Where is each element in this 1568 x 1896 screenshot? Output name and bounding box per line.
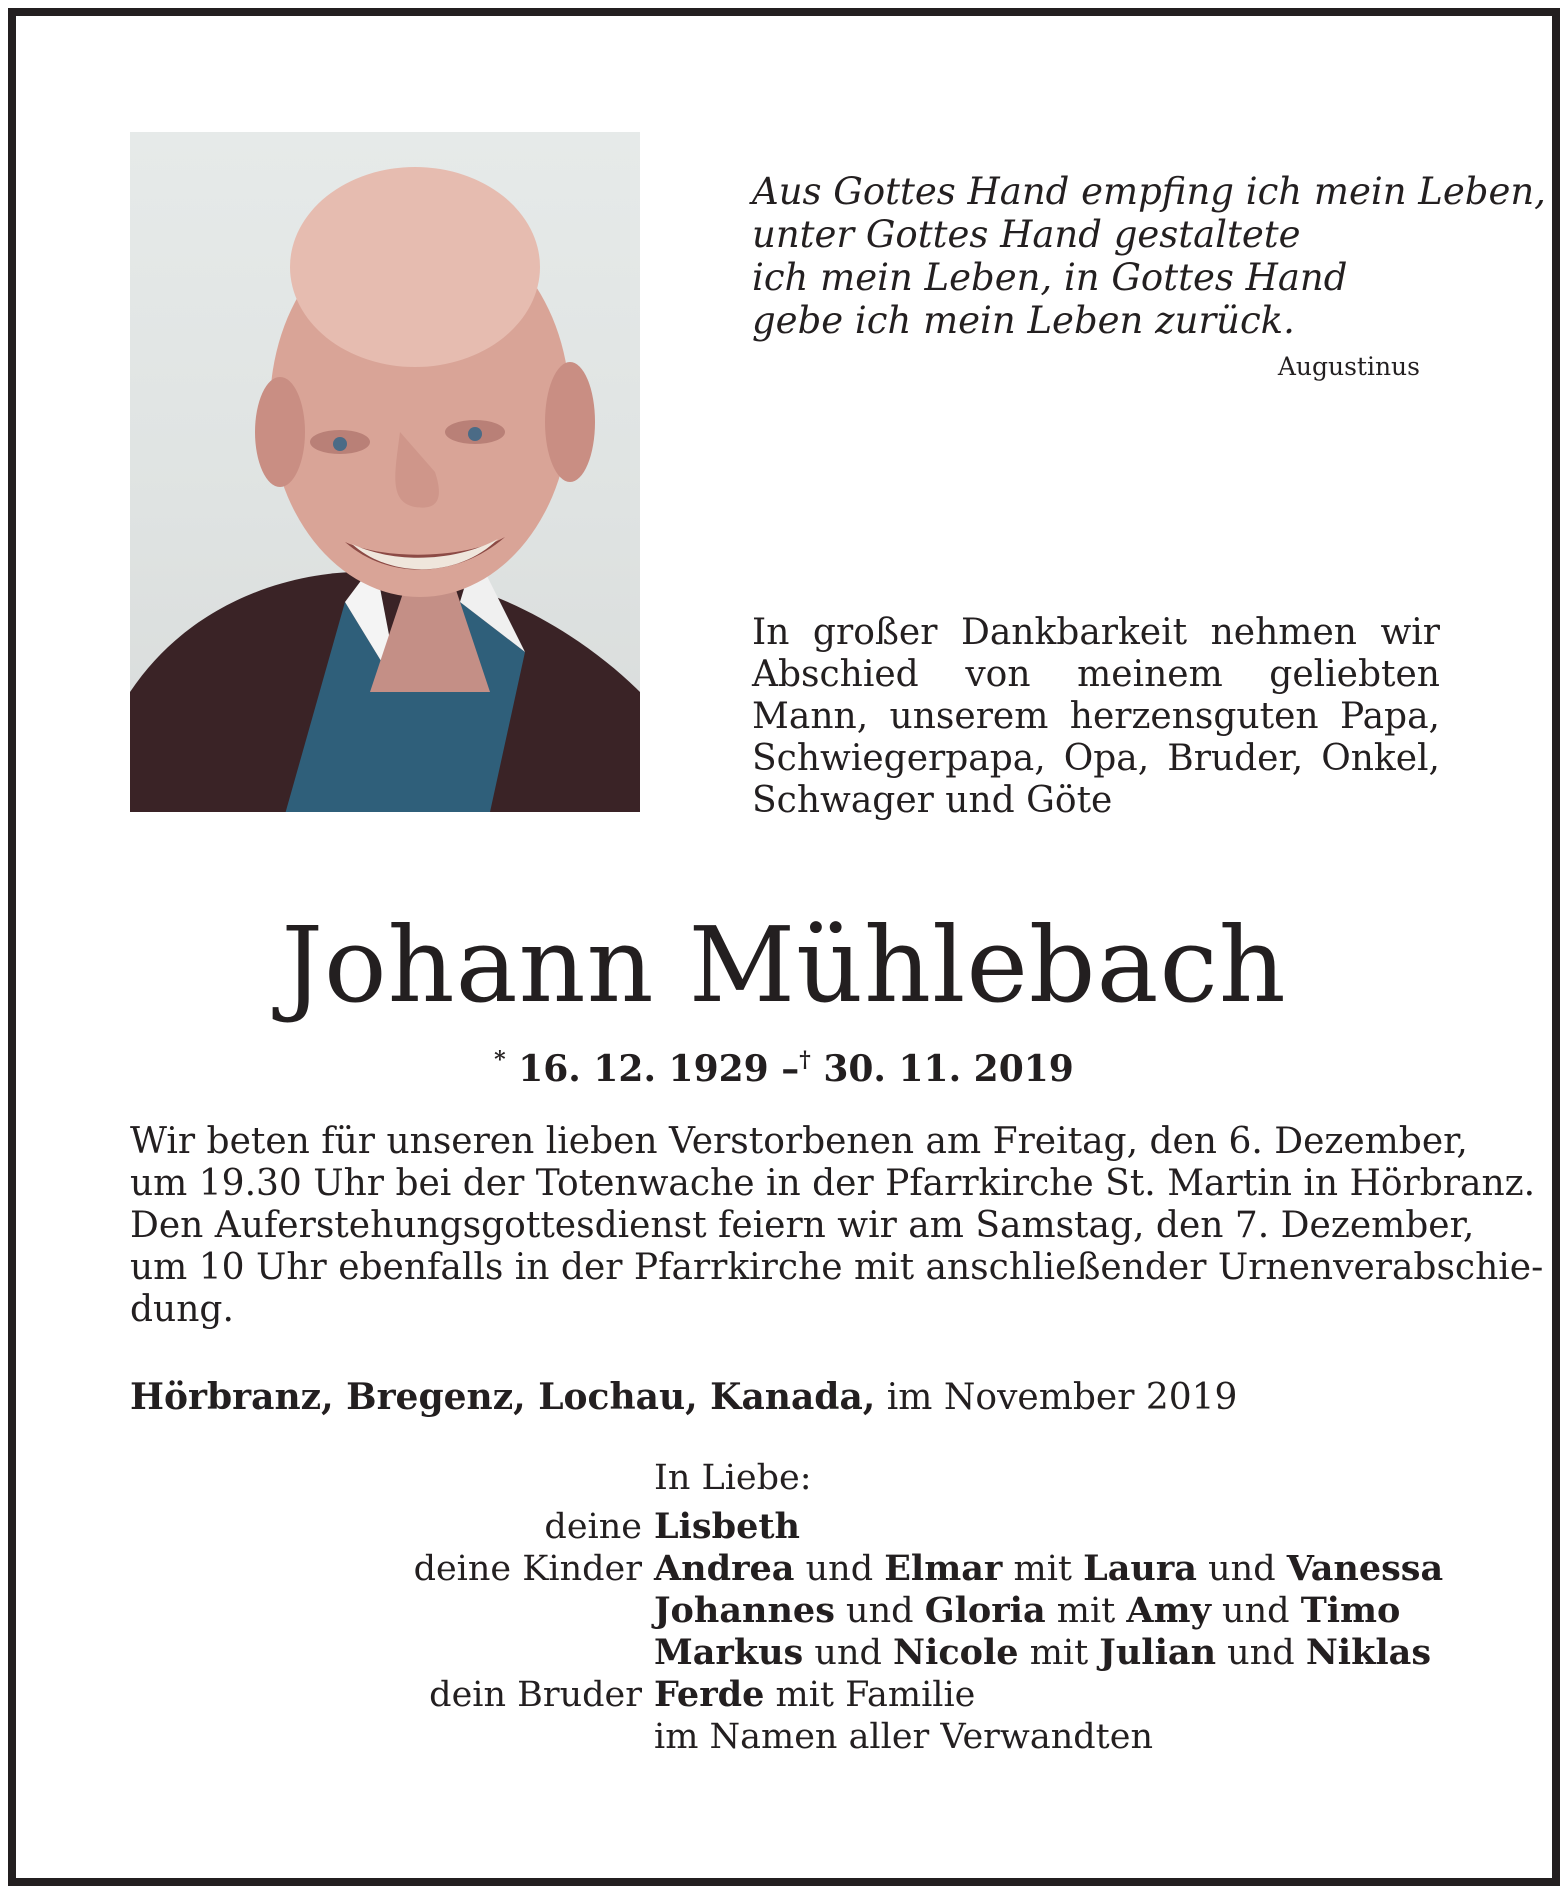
service-line: Wir beten für unseren lieben Verstorbenen am Freitag, den 6. Dezember,: [130, 1121, 1468, 1162]
in-love-heading: In Liebe:: [654, 1458, 812, 1498]
service-line: um 19.30 Uhr bei der Totenwache in der Pfarrkirche St. Martin in Hörbranz.: [130, 1163, 1536, 1204]
service-line: um 10 Uhr ebenfalls in der Pfarrkirche mit anschließender Urnenverabschie-: [130, 1247, 1544, 1288]
relation-label: [300, 1632, 654, 1674]
mourner-names: Markus und Nicole mit Julian und Niklas: [654, 1632, 1432, 1673]
mourner-name: Markus: [654, 1632, 804, 1673]
relation-label: deine Kinder: [413, 1549, 642, 1589]
mourner-name: Niklas: [1305, 1632, 1432, 1673]
mourner-name: Elmar: [884, 1548, 1003, 1589]
portrait-photo: [130, 132, 640, 812]
quote-line: ich mein Leben, in Gottes Hand: [752, 256, 1348, 299]
mourner-row: [300, 1674, 1500, 1716]
farewell-line: Mann, unserem herzensguten Papa,: [752, 696, 1440, 737]
mourner-row: [300, 1590, 1500, 1632]
mourner-name: Gloria: [924, 1590, 1046, 1631]
mourner-name: Laura: [1083, 1548, 1197, 1589]
deceased-name: Johann Mühlebach: [281, 904, 1287, 1026]
mourner-names: Johannes und Gloria mit Amy und Timo: [654, 1590, 1401, 1631]
place-locations: Hörbranz, Bregenz, Lochau, Kanada,: [130, 1376, 876, 1418]
birth-symbol: *: [494, 1047, 506, 1073]
mourner-row: [300, 1506, 1500, 1548]
life-dates: [0, 1038, 1568, 1091]
date-separator: –: [781, 1048, 800, 1090]
mourners-list: [300, 1506, 1500, 1758]
bible-quote: [752, 170, 1546, 342]
farewell-line: Schwiegerpapa, Opa, Bruder, Onkel,: [752, 738, 1440, 779]
mourner-row: [300, 1716, 1500, 1758]
mourner-row: [300, 1548, 1500, 1590]
mourner-names: Ferde mit Familie: [654, 1674, 976, 1715]
relation-label: deine: [544, 1507, 642, 1547]
quote-line: gebe ich mein Leben zurück.: [752, 299, 1295, 342]
service-line: Den Auferstehungsgottesdienst feiern wir am Samstag, den 7. Dezember,: [130, 1205, 1475, 1246]
mourner-name: Julian: [1099, 1632, 1217, 1673]
mourner-name: Johannes: [654, 1590, 835, 1631]
mourner-name: Andrea: [654, 1548, 795, 1589]
mourner-row: [300, 1632, 1500, 1674]
mourner-name: Ferde: [654, 1674, 765, 1715]
birth-date: 16. 12. 1929: [518, 1048, 769, 1090]
farewell-line: Abschied von meinem geliebten: [752, 654, 1440, 695]
death-symbol: †: [799, 1047, 811, 1073]
relation-label: dein Bruder: [429, 1675, 642, 1715]
mourner-names: [654, 1506, 800, 1548]
relation-label: [300, 1590, 654, 1632]
mourner-names: Andrea und Elmar mit Laura und Vanessa: [654, 1548, 1444, 1589]
quote-line: Aus Gottes Hand empfing ich mein Leben,: [752, 170, 1546, 213]
relation-label: [300, 1716, 654, 1758]
closing-line: im Namen aller Verwandten: [654, 1717, 1153, 1757]
mourner-name: Lisbeth: [654, 1506, 800, 1547]
farewell-line: Schwager und Göte: [752, 780, 1113, 821]
mourner-name: Nicole: [893, 1632, 1019, 1673]
mourner-name: Amy: [1126, 1590, 1211, 1631]
quote-line: unter Gottes Hand gestaltete: [752, 213, 1301, 256]
place-month: im November 2019: [886, 1377, 1238, 1418]
service-info: [130, 1121, 1544, 1331]
farewell-text: [752, 612, 1440, 822]
farewell-line: In großer Dankbarkeit nehmen wir: [752, 612, 1440, 653]
mourner-name: Timo: [1300, 1590, 1401, 1631]
mourner-name: Vanessa: [1286, 1548, 1444, 1589]
death-date: 30. 11. 2019: [823, 1048, 1074, 1090]
place-date: [130, 1375, 1237, 1420]
quote-author: Augustinus: [1277, 352, 1420, 381]
service-line: dung.: [130, 1289, 234, 1330]
